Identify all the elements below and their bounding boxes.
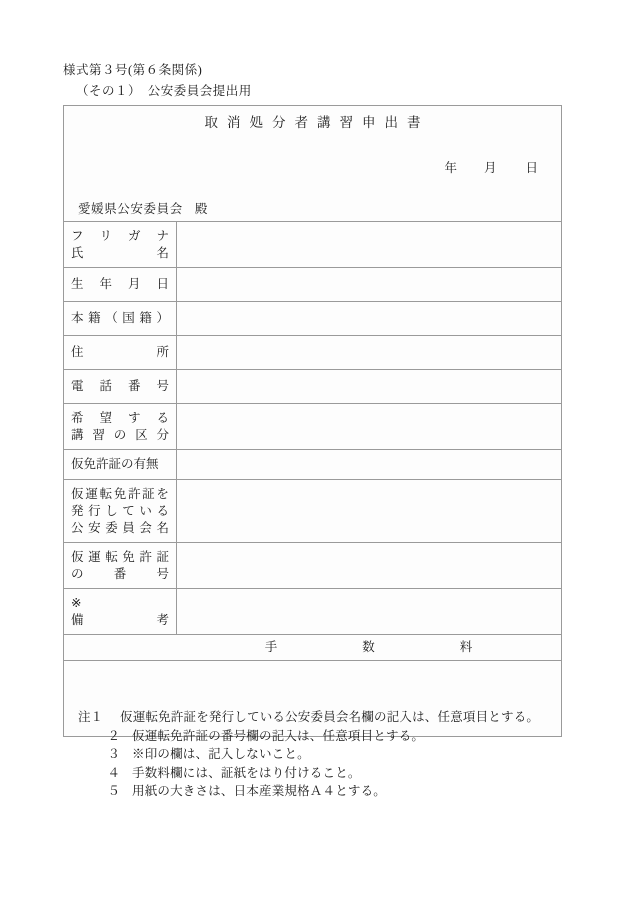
- table-row: [64, 335, 561, 369]
- note-marker: ４: [107, 765, 120, 780]
- list-item: [78, 764, 539, 783]
- table-row: [64, 301, 561, 335]
- table-row: [64, 267, 561, 301]
- note-text: 仮運転免許証を発行している公安委員会名欄の記入は、任意項目とする。: [120, 710, 540, 724]
- row-value-provisional-permit-exists[interactable]: [177, 450, 561, 479]
- row-label-line: 本 籍 （ 国 籍 ）: [71, 311, 169, 325]
- row-label-line: 氏 名: [71, 246, 169, 260]
- note-text: ※印の欄は、記入しないこと。: [132, 747, 310, 761]
- row-value-remarks[interactable]: [177, 589, 561, 634]
- note-marker: ５: [107, 784, 120, 798]
- date-day-label: 日: [525, 161, 539, 175]
- row-label-line: ※: [71, 596, 82, 610]
- fee-label-char-2: 数: [362, 640, 376, 654]
- row-value-issuing-commission[interactable]: [177, 480, 561, 542]
- row-label-address: [64, 336, 177, 369]
- row-label-issuing-commission: [64, 480, 177, 542]
- row-label-line: 仮 運 転 免 許 証: [71, 550, 169, 564]
- table-row: [64, 588, 561, 634]
- fee-header-spacer: [64, 635, 177, 660]
- row-label-permit-number: [64, 543, 177, 588]
- form-title-block: [64, 106, 561, 221]
- date-line: [444, 158, 539, 176]
- row-label-line: フ リ ガ ナ: [71, 229, 169, 243]
- application-form-table: [63, 105, 562, 737]
- row-label-line: 仮 運 転 免 許 証 を: [71, 487, 169, 501]
- row-value-furigana-name[interactable]: [177, 222, 561, 267]
- page-title: 取消処分者講習申出書: [204, 115, 430, 130]
- row-label-line: 備 考: [71, 613, 169, 627]
- form-subtitle: （その１） 公安委員会提出用: [76, 84, 252, 98]
- date-month-label: 月: [483, 161, 498, 175]
- list-item: [78, 727, 539, 746]
- row-label-line: 仮免許証の有無: [71, 457, 159, 471]
- row-value-domicile[interactable]: [177, 302, 561, 335]
- note-marker: ２: [107, 728, 120, 743]
- row-label-domicile: [64, 302, 177, 335]
- table-row: [64, 221, 561, 267]
- row-label-line: 公 安 委 員 会 名: [71, 521, 169, 535]
- fee-label-char-3: 料: [459, 640, 474, 654]
- note-marker: ３: [107, 747, 120, 761]
- note-text: 用紙の大きさは、日本産業規格Ａ４とする。: [132, 784, 387, 798]
- fee-header-label: [177, 635, 561, 660]
- row-label-line: 生 年 月 日: [71, 277, 169, 291]
- row-label-furigana-name: [64, 222, 177, 267]
- table-row: [64, 369, 561, 403]
- list-item: [78, 745, 539, 764]
- addressee: [78, 199, 208, 217]
- notes-list: [78, 708, 539, 801]
- addressee-honorific: 殿: [194, 202, 208, 216]
- fee-label-char-1: 手: [264, 640, 279, 654]
- note-text: 仮運転免許証の番号欄の記入は、任意項目とする。: [132, 728, 425, 743]
- row-value-birthdate[interactable]: [177, 268, 561, 301]
- row-label-line: 発 行 し て い る: [71, 504, 169, 518]
- date-year-label: 年: [444, 161, 458, 175]
- note-marker: 注１: [78, 710, 104, 724]
- table-row: [64, 542, 561, 588]
- row-label-birthdate: [64, 268, 177, 301]
- form-number: 様式第３号(第６条関係): [63, 63, 203, 77]
- row-label-line: の 番 号: [71, 567, 169, 581]
- row-value-address[interactable]: [177, 336, 561, 369]
- list-item: [78, 782, 539, 801]
- row-label-remarks: [64, 589, 177, 634]
- fee-header-row: [64, 634, 561, 660]
- row-label-provisional-permit-exists: [64, 450, 177, 479]
- table-row: [64, 449, 561, 479]
- addressee-name: 愛媛県公安委員会: [78, 202, 183, 216]
- row-value-phone[interactable]: [177, 370, 561, 403]
- row-label-course-type: [64, 404, 177, 449]
- row-label-line: 電 話 番 号: [71, 379, 169, 393]
- row-value-permit-number[interactable]: [177, 543, 561, 588]
- row-label-line: 希 望 す る: [71, 411, 169, 425]
- note-text: 手数料欄には、証紙をはり付けること。: [132, 765, 361, 780]
- table-row: [64, 403, 561, 449]
- table-row: [64, 479, 561, 542]
- list-item: [78, 708, 539, 727]
- row-value-course-type[interactable]: [177, 404, 561, 449]
- row-label-line: 住 所: [71, 345, 169, 359]
- row-label-line: 講 習 の 区 分: [71, 428, 169, 442]
- row-label-phone: [64, 370, 177, 403]
